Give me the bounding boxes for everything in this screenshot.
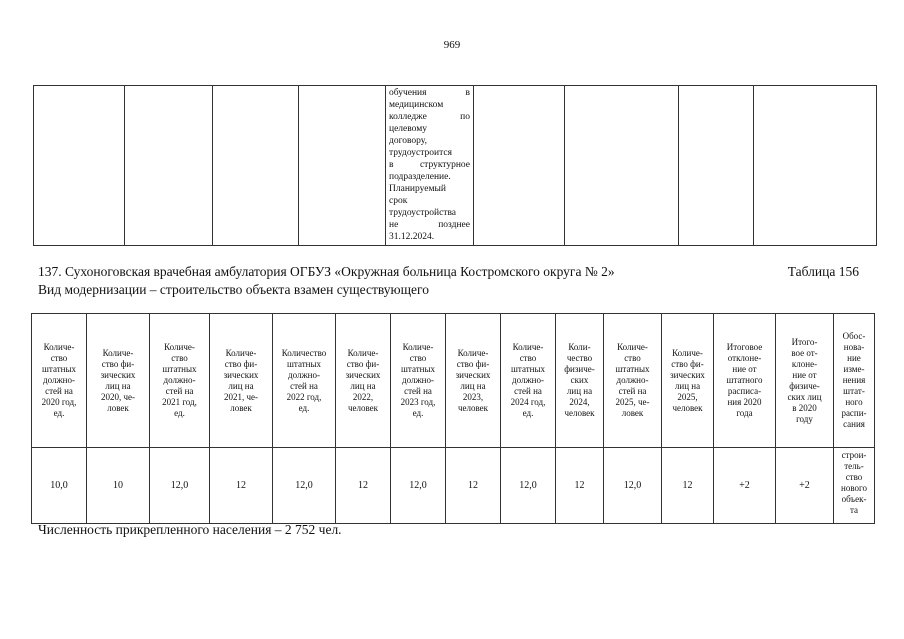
column-header: Количе- ство фи- зических лиц на 2022, человек [336,314,391,448]
continuation-line: подразделение. [389,172,451,182]
section-title: 137. Сухоноговская врачебная амбулатория ОГБУЗ «Окружная больница Костромского округа № 2» [38,264,615,279]
page-number: 969 [443,39,461,51]
table-cell: 12,0 [604,448,662,524]
continuation-cell [474,86,565,246]
continuation-line: срок [389,196,408,206]
continuation-line: трудоустройства [389,208,457,218]
continuation-line: не позднее [389,220,470,230]
column-header: Коли- чество физиче- ских лиц на 2024, человек [556,314,604,448]
table-cell: 12 [446,448,501,524]
continuation-cell [679,86,754,246]
staffing-table [31,313,875,524]
table-cell: 12 [336,448,391,524]
column-header: Количе- ство штатных должно- стей на 2025, че- ловек [604,314,662,448]
column-header: Количе- ство штатных должно- стей на 2024 год, ед. [501,314,556,448]
column-header: Количество штатных должно- стей на 2022 год, ед. [273,314,336,448]
continuation-line: Планируемый [389,184,446,194]
table-cell: 12,0 [501,448,556,524]
column-header: Итого- вое от- клоне- ние от физиче- ских лиц в 2020 году [776,314,834,448]
column-header: Итоговое отклоне- ние от штатного расписа- ния 2020 года [714,314,776,448]
table-cell: +2 [714,448,776,524]
continuation-line: 31.12.2024. [389,232,435,242]
modernization-type: Вид модернизации – строительство объекта взамен существующего [38,282,429,297]
continuation-cell [565,86,679,246]
column-header: Количе- ство фи- зических лиц на 2023, человек [446,314,501,448]
continuation-cell [754,86,877,246]
table-cell: 12,0 [150,448,210,524]
continuation-line: медицинском [389,100,444,110]
table-cell: 10,0 [32,448,87,524]
header-row [32,314,875,448]
continuation-line: колледже по [389,112,470,122]
continuation-line: целевому [389,124,428,134]
continuation-cell [299,86,386,246]
table-cell: 12,0 [273,448,336,524]
continuation-cell [213,86,299,246]
continuation-text-cell [386,86,474,246]
continuation-table [33,85,877,246]
column-header: Количе- ство фи- зических лиц на 2025, человек [662,314,714,448]
continuation-cell [125,86,213,246]
continuation-line: договору, [389,136,427,146]
table-cell: 12,0 [391,448,446,524]
column-header: Обос- нова- ние изме- нения штат- ного распи- сания [834,314,875,448]
column-header: Количе- ство фи- зических лиц на 2020, че- ловек [87,314,150,448]
column-header: Количе- ство штатных должно- стей на 2021 год, ед. [150,314,210,448]
continuation-line: в структурное [389,160,470,170]
column-header: Количе- ство штатных должно- стей на 2023 год, ед. [391,314,446,448]
table-cell: 12 [556,448,604,524]
column-header: Количе- ство фи- зических лиц на 2021, че- ловек [210,314,273,448]
column-header: Количе- ство штатных должно- стей на 2020 год, ед. [32,314,87,448]
table-cell: +2 [776,448,834,524]
table-label: Таблица 156 [787,264,859,279]
continuation-line: обучения в [389,88,470,98]
table-cell: 12 [662,448,714,524]
continuation-line: трудоустроится [389,148,452,158]
population-note: Численность прикрепленного населения – 2 752 чел. [38,522,342,537]
table-cell: строи- тель- ство нового объек- та [834,448,875,524]
table-cell: 10 [87,448,150,524]
table-row [32,448,875,524]
continuation-cell [34,86,125,246]
table-cell: 12 [210,448,273,524]
